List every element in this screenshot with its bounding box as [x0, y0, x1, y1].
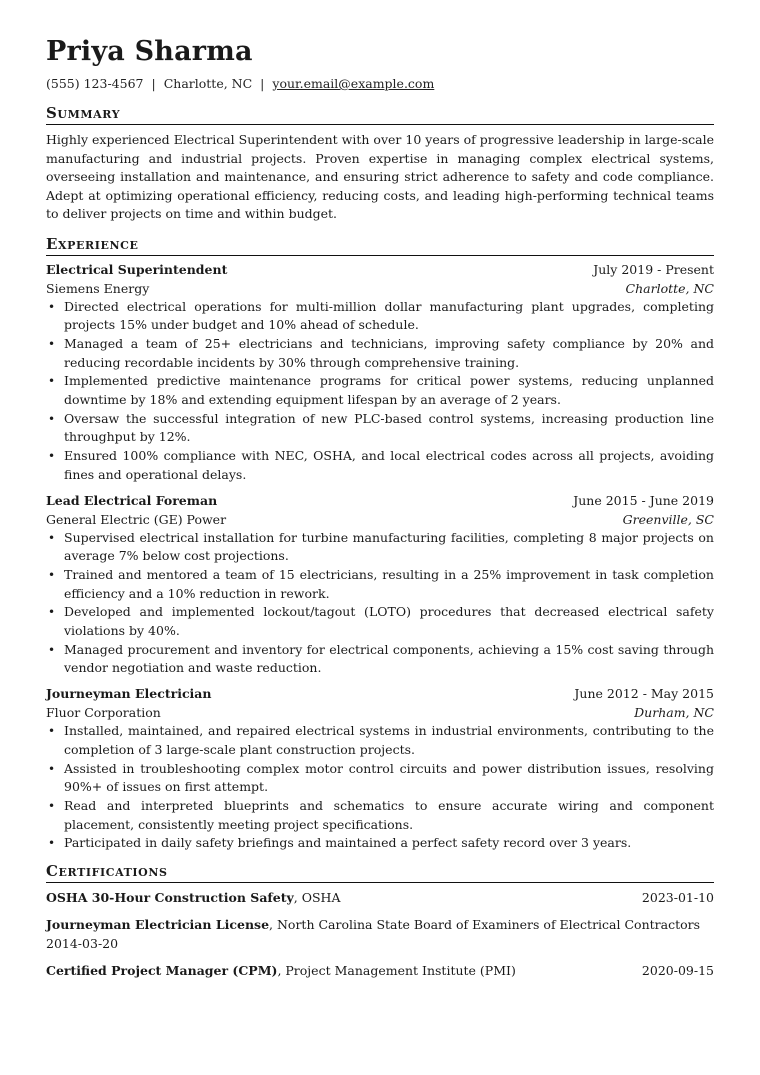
job-bullets [46, 722, 714, 853]
summary-section [46, 104, 714, 224]
summary-heading: Summary [46, 104, 714, 125]
certification-issuer: , OSHA [293, 890, 341, 906]
job-title: Electrical Superintendent [46, 261, 228, 277]
certification-issuer: , North Carolina State Board of Examiners of Electrical Contractors [269, 917, 701, 933]
certification-item [46, 888, 714, 907]
certification-item [46, 961, 714, 980]
certification-name: OSHA 30-Hour Construction Safety [46, 890, 294, 906]
job-dates: June 2015 - June 2019 [573, 492, 714, 508]
certification-name: Journeyman Electrician License [46, 917, 270, 933]
job-bullets [46, 298, 714, 485]
contact-separator: | [260, 76, 265, 91]
bullet-item: • Ensured 100% compliance with NEC, OSHA, and local electrical codes across all projects, avoiding fines and operational delays. [46, 447, 714, 484]
bullet-item: • Read and interpreted blueprints and schematics to ensure accurate wiring and component placement, consistently meeting project specifications. [46, 797, 714, 834]
bullet-item: • Implemented predictive maintenance programs for critical power systems, reducing unplanned downtime by 18% and extending equipment lifespan by an average of 2 years. [46, 372, 714, 409]
location-text: Charlotte, NC [163, 76, 253, 91]
bullet-item: • Managed procurement and inventory for electrical components, achieving a 15% cost saving through vendor negotiation and waste reduction. [46, 641, 714, 678]
bullet-item: • Oversaw the successful integration of new PLC-based control systems, increasing production line throughput by 12%. [46, 410, 714, 447]
contact-separator: | [151, 76, 156, 91]
certifications-section [46, 862, 714, 980]
experience-section [46, 235, 714, 854]
certification-date: 2023-01-10 [641, 890, 714, 906]
company-name: Fluor Corporation [46, 705, 161, 721]
certification-issuer: , Project Management Institute (PMI) [277, 963, 516, 979]
job-location: Greenville, SC [622, 511, 714, 527]
job-dates: July 2019 - Present [593, 261, 714, 277]
certification-date: 2020-09-15 [641, 963, 714, 979]
job-bullets [46, 529, 714, 679]
email-link[interactable]: your.email@example.com [272, 76, 435, 91]
phone-number: (555) 123-4567 [46, 76, 144, 91]
job-dates: June 2012 - May 2015 [574, 686, 714, 702]
job-title: Lead Electrical Foreman [46, 492, 218, 508]
company-name: General Electric (GE) Power [46, 511, 227, 527]
bullet-item: • Trained and mentored a team of 15 electricians, resulting in a 25% improvement in task completion efficiency and a 10% reduction in rework. [46, 566, 714, 603]
bullet-item: • Directed electrical operations for multi-million dollar manufacturing plant upgrades, completing projects 15% under budget and 10% ahead of schedule. [46, 298, 714, 335]
summary-text: Highly experienced Electrical Superintendent with over 10 years of progressive leadership in large-scale manufacturing and industrial projects. Proven expertise in managing complex electrical systems, overseeing installation and maintenance, and ensuring strict adherence to safety and code compliance. Adept at optimizing operational efficiency, reducing costs, and leading high-performing technical teams to deliver projects on time and within budget. [46, 132, 714, 221]
contact-line [46, 76, 714, 92]
bullet-item: • Developed and implemented lockout/tagout (LOTO) procedures that decreased electrical safety violations by 40%. [46, 603, 714, 640]
bullet-item: • Installed, maintained, and repaired electrical systems in industrial environments, contributing to the completion of 3 large-scale plant construction projects. [46, 722, 714, 759]
experience-heading: Experience [46, 235, 714, 256]
job-entry [46, 684, 714, 853]
bullet-item: • Supervised electrical installation for turbine manufacturing facilities, completing 8 major projects on average 7% below cost projections. [46, 529, 714, 566]
certification-name: Certified Project Manager (CPM) [46, 963, 278, 979]
certification-date: 2014-03-20 [46, 936, 119, 952]
bullet-item: • Participated in daily safety briefings and maintained a perfect safety record over 3 years. [46, 834, 714, 853]
job-title: Journeyman Electrician [46, 686, 212, 702]
job-location: Durham, NC [634, 705, 714, 721]
job-location: Charlotte, NC [625, 280, 714, 296]
company-name: Siemens Energy [46, 280, 150, 296]
bullet-item: • Assisted in troubleshooting complex motor control circuits and power distribution issues, resolving 90%+ of issues on first attempt. [46, 760, 714, 797]
certifications-heading: Certifications [46, 862, 714, 883]
bullet-item: • Managed a team of 25+ electricians and technicians, improving safety compliance by 20% and reducing recordable incidents by 30% through comprehensive training. [46, 335, 714, 372]
candidate-name: Priya Sharma [46, 36, 253, 67]
job-entry [46, 491, 714, 679]
certification-item [46, 915, 714, 953]
job-entry [46, 260, 714, 485]
